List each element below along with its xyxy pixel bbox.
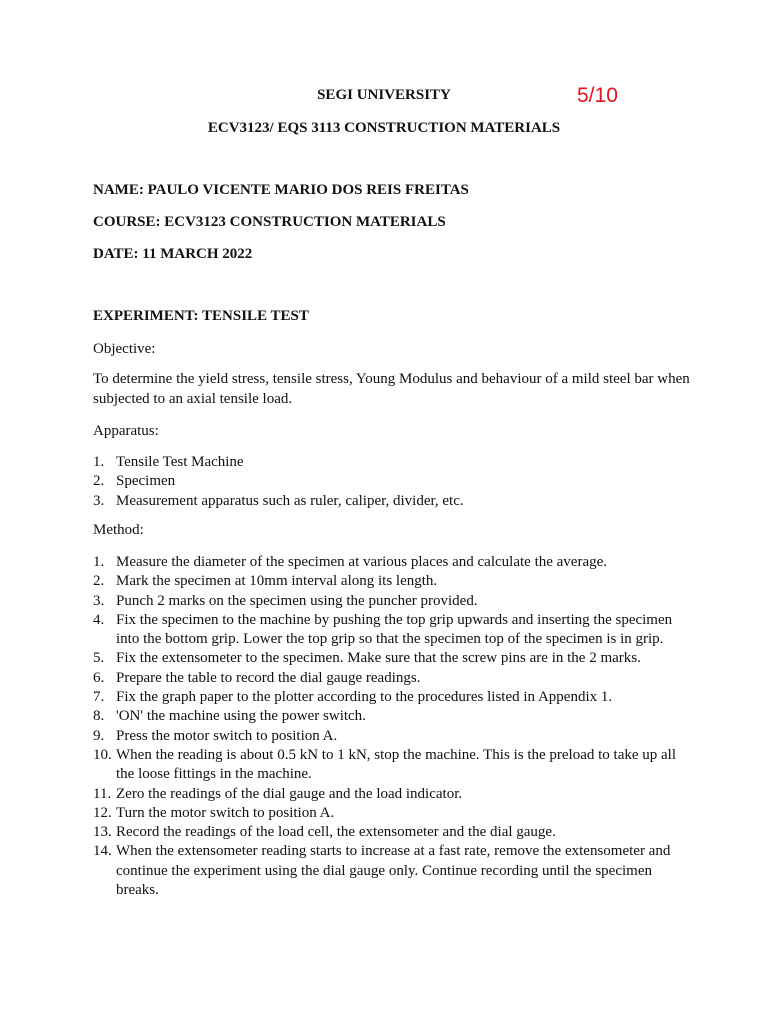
list-item: 1. Measure the diameter of the specimen at various places and calculate the average.	[93, 554, 608, 570]
list-item: 11. Zero the readings of the dial gauge and the load indicator.	[93, 785, 463, 802]
list-item: 12. Turn the motor switch to position A.	[93, 804, 335, 821]
list-item: 2. Mark the specimen at 10mm interval along its length.	[93, 573, 438, 590]
list-item: 14. When the extensometer reading starts to increase at a fast rate, remove the extensometer and continue the experiment using the dial gauge only. Continue recording until the specimen breaks.	[93, 843, 671, 899]
course-title: ECV3123/ EQS 3113 CONSTRUCTION MATERIALS	[207, 120, 561, 136]
apparatus-heading: Apparatus:	[93, 423, 159, 439]
experiment-title: EXPERIMENT: TENSILE TEST	[93, 308, 309, 324]
list-item: 8. 'ON' the machine using the power switch.	[93, 708, 366, 725]
method-heading: Method:	[93, 522, 144, 538]
list-item: 2. Specimen	[93, 473, 176, 490]
list-item: 3. Punch 2 marks on the specimen using the puncher provided.	[93, 592, 478, 609]
method-list	[93, 553, 693, 900]
university-title: SEGI UNIVERSITY	[317, 87, 451, 103]
list-item: 6. Prepare the table to record the dial gauge readings.	[93, 669, 421, 686]
objective-text: To determine the yield stress, tensile stress, Young Modulus and behaviour of a mild steel bar when subjected to an axial tensile load.	[93, 371, 690, 407]
submission-date: DATE: 11 MARCH 2022	[93, 246, 253, 262]
list-item: 5. Fix the extensometer to the specimen. Make sure that the screw pins are in the 2 marks.	[93, 650, 641, 667]
objective-heading: Objective:	[93, 341, 156, 357]
student-name: NAME: PAULO VICENTE MARIO DOS REIS FREITAS	[93, 182, 469, 198]
student-course: COURSE: ECV3123 CONSTRUCTION MATERIALS	[93, 214, 446, 230]
apparatus-list	[93, 453, 693, 511]
list-item: 10. When the reading is about 0.5 kN to 1 kN, stop the machine. This is the preload to take up all the loose fittings in the machine.	[93, 746, 677, 783]
list-item: 9. Press the motor switch to position A.	[93, 727, 338, 744]
grade-mark: 5/10	[577, 84, 618, 107]
list-item: 4. Fix the specimen to the machine by pushing the top grip upwards and inserting the specimen into the bottom grip. Lower the top grip so that the specimen top of the specimen is in grip.	[93, 611, 673, 648]
list-item: 7. Fix the graph paper to the plotter according to the procedures listed in Appendix 1.	[93, 689, 613, 706]
list-item: 13. Record the readings of the load cell, the extensometer and the dial gauge.	[93, 824, 556, 841]
list-item: 3. Measurement apparatus such as ruler, caliper, divider, etc.	[93, 492, 464, 509]
list-item: 1. Tensile Test Machine	[93, 454, 244, 470]
